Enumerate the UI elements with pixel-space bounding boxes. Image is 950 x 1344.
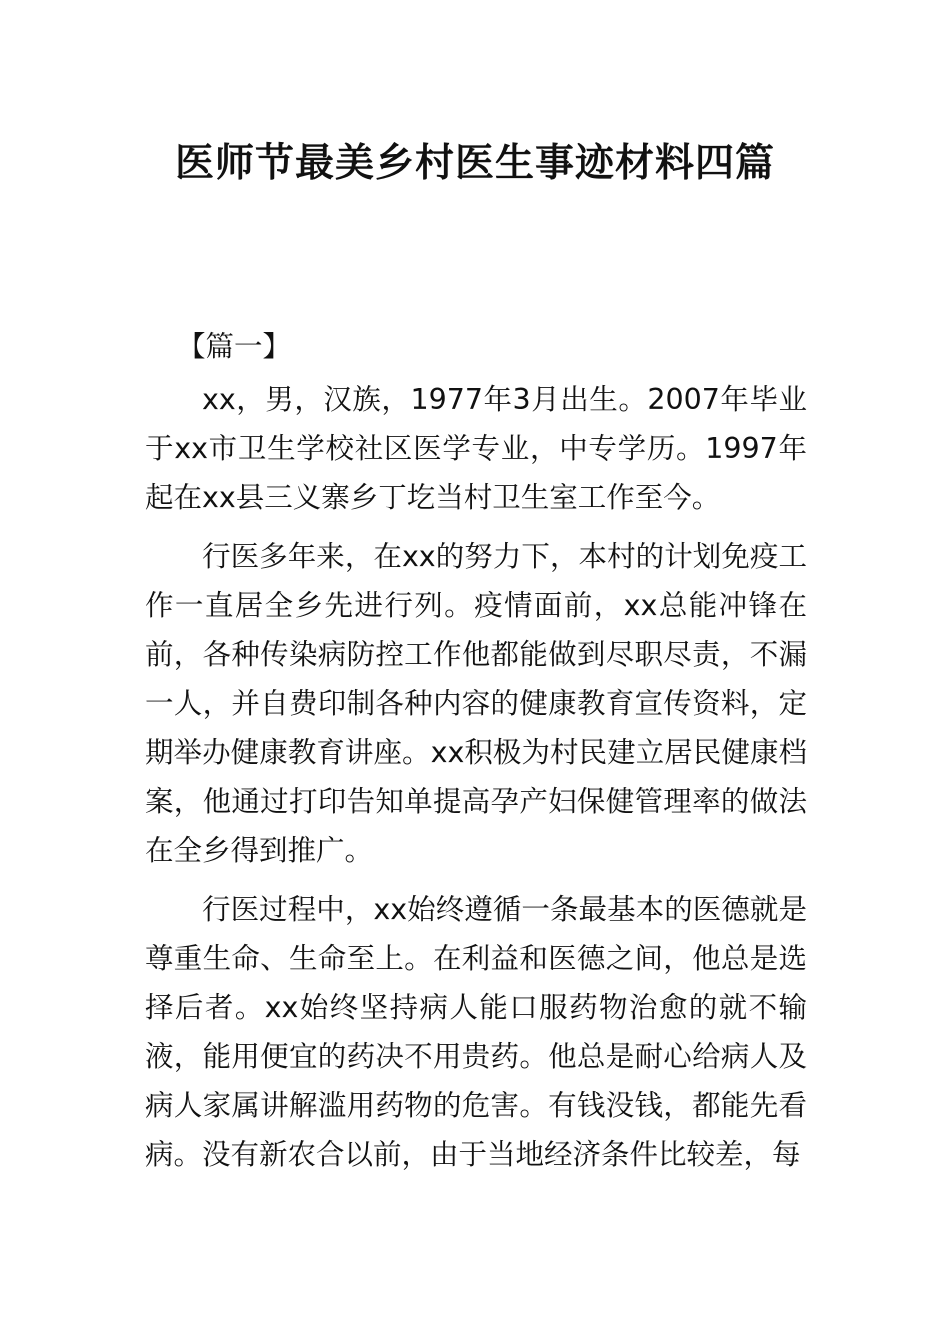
paragraph-1: xx，男，汉族，1977年3月出生。2007年毕业于xx市卫生学校社区医学专业，中专学历。1997年起在xx县三义寨乡丁圪当村卫生室工作至今。 [145, 383, 807, 514]
document-body [145, 322, 807, 1189]
document-title: 医师节最美乡村医生事迹材料四篇 [174, 141, 775, 186]
section-heading: 【篇一】 [177, 330, 292, 363]
paragraph-2: 行医多年来，在xx的努力下，本村的计划免疫工作一直居全乡先进行列。疫情面前，xx总能冲锋在前，各种传染病防控工作他都能做到尽职尽责，不漏一人，并自费印制各种内容的健康教育宣传资料，定期举办健康教育讲座。xx积极为村民建立居民健康档案，他通过打印告知单提高孕产妇保健管理率的做法在全乡得到推广。 [145, 540, 807, 867]
paragraph-3: 行医过程中，xx始终遵循一条最基本的医德就是尊重生命、生命至上。在利益和医德之间，他总是选择后者。xx始终坚持病人能口服药物治愈的就不输液，能用便宜的药决不用贵药。他总是耐心给病人及病人家属讲解滥用药物的危害。有钱没钱，都能先看病。没有新农合以前，由于当地经济条件比较差，每 [145, 893, 807, 1171]
